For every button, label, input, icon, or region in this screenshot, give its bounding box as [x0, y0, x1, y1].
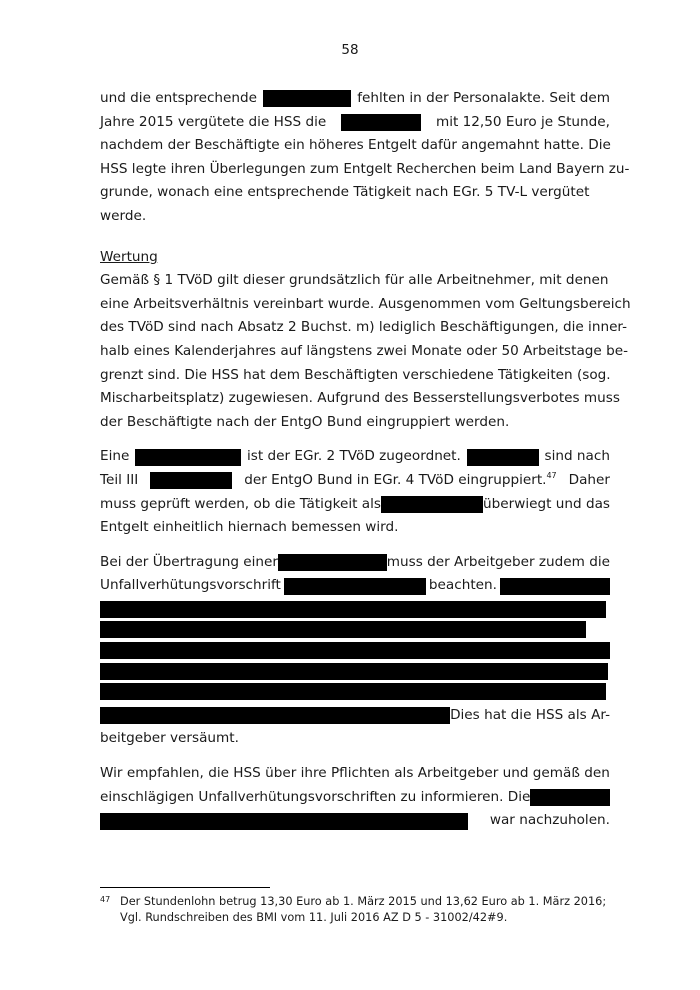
section-heading: Wertung [100, 248, 158, 265]
paragraph-3 [100, 445, 610, 539]
redaction-bar [100, 642, 610, 659]
text-line [100, 574, 610, 598]
text-line [100, 87, 610, 111]
text-line [100, 469, 610, 493]
text-line: des TVöD sind nach Absatz 2 Buchst. m) lediglich Beschäftigungen, die inner- [100, 319, 628, 336]
page-number: 58 [341, 42, 359, 58]
text: muss der Arbeitgeber zudem die [386, 553, 610, 570]
text: beachten. [428, 577, 497, 594]
text-line: Mischarbeitsplatz) zugewiesen. Aufgrund des Besserstellungsverbotes muss [100, 390, 620, 407]
text-with-footnote [244, 469, 556, 493]
text-line: grenzt sind. Die HSS hat dem Beschäftigten verschiedene Tätigkeiten (sog. [100, 366, 611, 383]
redaction-box [278, 554, 387, 571]
text-line [100, 111, 610, 135]
text-line: halb eines Kalenderjahres auf längstens zwei Monate oder 50 Arbeitstage be- [100, 342, 629, 359]
text-line: nachdem der Beschäftigte ein höheres Entgelt dafür angemahnt hatte. Die [100, 137, 611, 154]
text: muss geprüft werden, ob die Tätigkeit als [100, 495, 381, 512]
text: war nachzuholen. [489, 812, 610, 829]
redaction-bar [100, 663, 608, 680]
text: Teil III [100, 471, 139, 488]
text: einschlägigen Unfallverhütungsvorschriften zu informieren. Die [100, 788, 531, 805]
text-line [100, 445, 610, 469]
redaction-bar [100, 621, 586, 638]
redaction-box [284, 578, 426, 595]
text: fehlten in der Personalakte. Seit dem [357, 90, 610, 106]
text-line: Gemäß § 1 TVöD gilt dieser grundsätzlich für alle Arbeitnehmer, mit denen [100, 272, 609, 289]
text: Unfallverhütungsvorschrift [100, 577, 281, 594]
redaction-box [341, 114, 421, 131]
text: ist der EGr. 2 TVöD zugeordnet. [247, 448, 461, 465]
footnote-row [100, 894, 610, 926]
text-line: eine Arbeitsverhältnis vereinbart wurde. Ausgenommen vom Geltungsbereich [100, 295, 631, 312]
document-body [100, 87, 631, 844]
text-line: werde. [100, 207, 147, 224]
paragraph-5 [100, 762, 610, 833]
footnote-line: Vgl. Rundschreiben des BMI vom 11. Juli 2016 AZ D 5 - 31002/42#9. [120, 911, 508, 924]
text-line: grunde, wonach eine entsprechende Tätigkeit nach EGr. 5 TV-L vergütet [100, 184, 590, 201]
footnote-divider [100, 887, 270, 888]
text-line: Wir empfahlen, die HSS über ihre Pflichten als Arbeitgeber und gemäß den [100, 765, 610, 782]
text-line: beitgeber versäumt. [100, 730, 239, 747]
redaction-box [135, 449, 241, 466]
redaction-bar [100, 683, 606, 700]
text: Jahre 2015 vergütete die HSS die [100, 113, 327, 130]
text-line [100, 809, 610, 833]
text: Daher [568, 471, 610, 488]
paragraph-1 [100, 87, 630, 229]
text: der EntgO Bund in EGr. 4 TVöD eingruppiert. [244, 471, 547, 488]
redaction-box [263, 90, 351, 107]
text-line [100, 704, 610, 728]
paragraph-4 [100, 551, 610, 751]
redaction-box [467, 449, 539, 466]
text: Eine [100, 448, 130, 465]
text: Bei der Übertragung einer [100, 553, 278, 570]
text-line: Entgelt einheitlich hiernach bemessen wird. [100, 519, 399, 536]
redaction-bar [100, 601, 606, 618]
text-line [100, 493, 610, 517]
redaction-box [500, 578, 610, 595]
footnote [100, 894, 610, 926]
paragraph-2 [100, 269, 631, 434]
footnote-text [120, 894, 610, 926]
redaction-box [100, 813, 468, 830]
redaction-box [150, 472, 232, 489]
text: und die entsprechende [100, 90, 258, 106]
redaction-box [381, 496, 483, 513]
text: sind nach [544, 448, 610, 465]
text-line [100, 786, 610, 810]
redaction-box [530, 789, 610, 806]
text: mit 12,50 Euro je Stunde, [435, 113, 610, 130]
footnote-ref: 47 [546, 470, 557, 480]
text-line: HSS legte ihren Überlegungen zum Entgelt Recherchen beim Land Bayern zu- [100, 160, 630, 177]
text: Dies hat die HSS als Ar- [450, 706, 610, 723]
text: überwiegt und das [483, 495, 610, 512]
text-line: der Beschäftigte nach der EntgO Bund eingruppiert werden. [100, 413, 510, 430]
text-line [100, 551, 610, 575]
footnote-line: Der Stundenlohn betrug 13,30 Euro ab 1. März 2015 und 13,62 Euro ab 1. März 2016; [120, 895, 607, 908]
footnote-number: 47 [100, 895, 111, 904]
redaction-box [100, 707, 450, 724]
